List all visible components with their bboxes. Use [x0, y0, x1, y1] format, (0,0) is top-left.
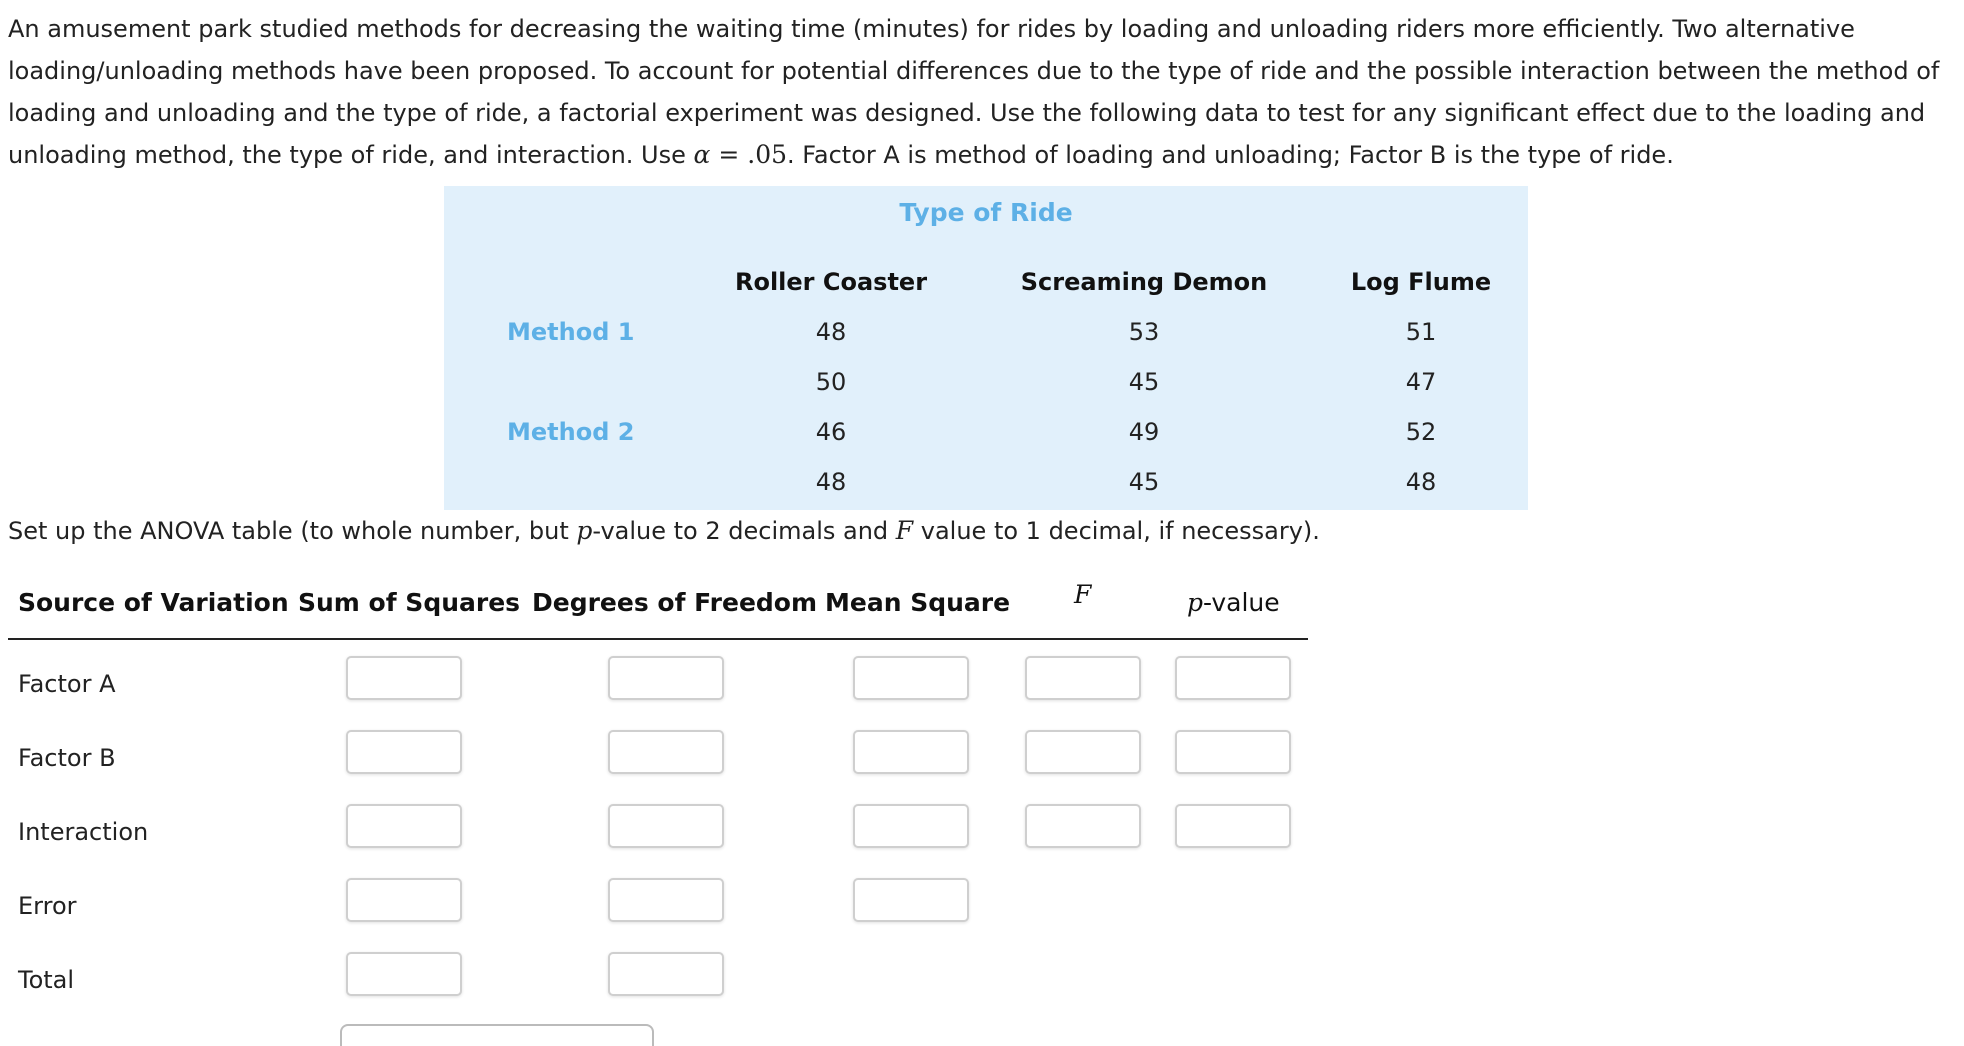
- interaction-f-input[interactable]: [1025, 804, 1141, 848]
- row-label-method-2: Method 2: [507, 418, 635, 446]
- header-p-value: [1187, 588, 1280, 617]
- column-roller-coaster: Roller Coaster: [734, 268, 928, 296]
- interaction-ms-input[interactable]: [853, 804, 969, 848]
- factor-a-p-input[interactable]: [1175, 656, 1291, 700]
- p-symbol: p: [576, 516, 593, 545]
- row-label-factor-a: Factor A: [18, 670, 116, 698]
- factor-a-f-input[interactable]: [1025, 656, 1141, 700]
- header-mean-square: Mean Square: [825, 588, 1011, 617]
- error-df-input[interactable]: [608, 878, 724, 922]
- factor-a-ss-input[interactable]: [346, 656, 462, 700]
- factor-a-ms-input[interactable]: [853, 656, 969, 700]
- factor-b-p-input[interactable]: [1175, 730, 1291, 774]
- data-cell: 48: [815, 468, 847, 496]
- type-of-ride-title: Type of Ride: [899, 198, 1073, 227]
- alpha-expression: [694, 140, 788, 169]
- header-divider: [8, 638, 1308, 640]
- header-degrees-of-freedom: Degrees of Freedom: [532, 588, 818, 617]
- submit-button[interactable]: [340, 1024, 654, 1046]
- intro-text-end: . Factor A is method of loading and unloading; Factor B is the type of ride.: [787, 141, 1674, 169]
- row-label-method-1: Method 1: [507, 318, 635, 346]
- setup-text: value to 1 decimal, if necessary).: [913, 517, 1320, 545]
- setup-text: Set up the ANOVA table (to whole number, but: [8, 517, 577, 545]
- row-label-interaction: Interaction: [18, 818, 149, 846]
- row-label-factor-b: Factor B: [18, 744, 116, 772]
- data-cell: 51: [1405, 318, 1437, 346]
- alpha-symbol: α: [693, 140, 711, 169]
- header-source-of-variation: Source of Variation: [18, 588, 289, 617]
- data-cell: 53: [1128, 318, 1160, 346]
- f-symbol: F: [895, 516, 914, 545]
- factor-b-ms-input[interactable]: [853, 730, 969, 774]
- intro-text: An amusement park studied methods for decreasing the waiting time (minutes) for rides by loading and unloading riders more efficiently. Two alternative loading/unloading methods have been proposed. To account for potential differences due to the type of ride and the possible interaction between the method of loading and unloading and the type of ride, a factorial experiment was designed. Use the following data to test for any significant effect due to the loading and unloading method, the type of ride, and interaction. Use: [8, 15, 1940, 169]
- factor-a-df-input[interactable]: [608, 656, 724, 700]
- row-label-error: Error: [18, 892, 77, 920]
- data-cell: 48: [1405, 468, 1437, 496]
- error-ms-input[interactable]: [853, 878, 969, 922]
- setup-text: -value to 2 decimals and: [592, 517, 896, 545]
- alpha-value: .05: [747, 140, 788, 169]
- ride-data-table: [444, 186, 1528, 510]
- factor-b-ss-input[interactable]: [346, 730, 462, 774]
- interaction-ss-input[interactable]: [346, 804, 462, 848]
- factor-b-df-input[interactable]: [608, 730, 724, 774]
- row-label-total: Total: [18, 966, 75, 994]
- interaction-p-input[interactable]: [1175, 804, 1291, 848]
- data-cell: 49: [1128, 418, 1160, 446]
- data-cell: 48: [815, 318, 847, 346]
- p-value-suffix: -value: [1203, 588, 1280, 617]
- total-ss-input[interactable]: [346, 952, 462, 996]
- column-screaming-demon: Screaming Demon: [1020, 268, 1268, 296]
- data-cell: 46: [815, 418, 847, 446]
- header-sum-of-squares: Sum of Squares: [298, 588, 521, 617]
- p-symbol: p: [1187, 588, 1204, 617]
- problem-statement: [8, 8, 1956, 176]
- data-cell: 45: [1128, 468, 1160, 496]
- data-cell: 47: [1405, 368, 1437, 396]
- setup-instructions: [8, 510, 1320, 552]
- factor-b-f-input[interactable]: [1025, 730, 1141, 774]
- interaction-df-input[interactable]: [608, 804, 724, 848]
- data-cell: 52: [1405, 418, 1437, 446]
- error-ss-input[interactable]: [346, 878, 462, 922]
- header-f: F: [1074, 580, 1092, 609]
- column-log-flume: Log Flume: [1350, 268, 1492, 296]
- alpha-equals: =: [710, 140, 748, 169]
- data-cell: 45: [1128, 368, 1160, 396]
- data-cell: 50: [815, 368, 847, 396]
- total-df-input[interactable]: [608, 952, 724, 996]
